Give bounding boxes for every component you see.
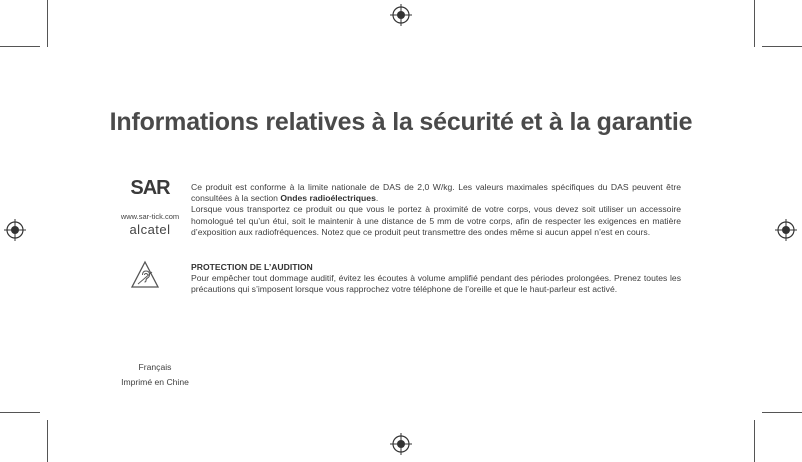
registration-mark-icon [4, 219, 26, 241]
sar-section [191, 182, 681, 238]
crop-mark [47, 0, 48, 47]
registration-mark-icon [390, 433, 412, 455]
crop-mark [0, 412, 40, 413]
registration-mark-icon [775, 219, 797, 241]
crop-mark [47, 420, 48, 462]
sar-paragraph-1: Ce produit est conforme à la limite nationale de DAS de 2,0 W/kg. Les valeurs maximales spécifiques du DAS peuvent être consultées à la section Ondes radioélectriques. [191, 182, 681, 204]
crop-mark [762, 46, 802, 47]
crop-mark [754, 0, 755, 47]
crop-mark [754, 420, 755, 462]
printed-label: Imprimé en Chine [121, 377, 189, 387]
radio-waves-link: Ondes radioélectriques [280, 193, 376, 204]
sar-logo [115, 178, 185, 237]
hearing-warning-icon [130, 260, 160, 290]
brand-logo: alcatel [129, 222, 171, 237]
registration-mark-icon [390, 4, 412, 26]
sar-paragraph-2: Lorsque vous transportez ce produit ou que vous le portez à proximité de votre corps, vous devez soit utiliser un accessoire homologué tel qu’un étui, soit le maintenir à une distance de 5 mm de votre corps, afin de respecter les exigences en matière d’exposition aux radiofréquences. Notez que ce produit peut transmettre des ondes même si aucun appel n’est en cours. [191, 204, 681, 237]
hearing-title: PROTECTION DE L’AUDITION [191, 262, 313, 272]
page-title: Informations relatives à la sécurité et à la garantie [109, 108, 693, 136]
hearing-section [191, 262, 681, 296]
sar-label: SAR [130, 177, 170, 199]
sar-url: www.sar-tick.com [120, 212, 180, 221]
language-label: Français [138, 362, 172, 372]
crop-mark [762, 412, 802, 413]
crop-mark [0, 46, 40, 47]
hearing-body: Pour empêcher tout dommage auditif, évitez les écoutes à volume amplifié pendant des périodes prolongées. Prenez toutes les précautions qui s’imposent lorsque vous rapprochez votre téléphone de l’oreille et que le haut-parleur est activé. [191, 273, 681, 295]
